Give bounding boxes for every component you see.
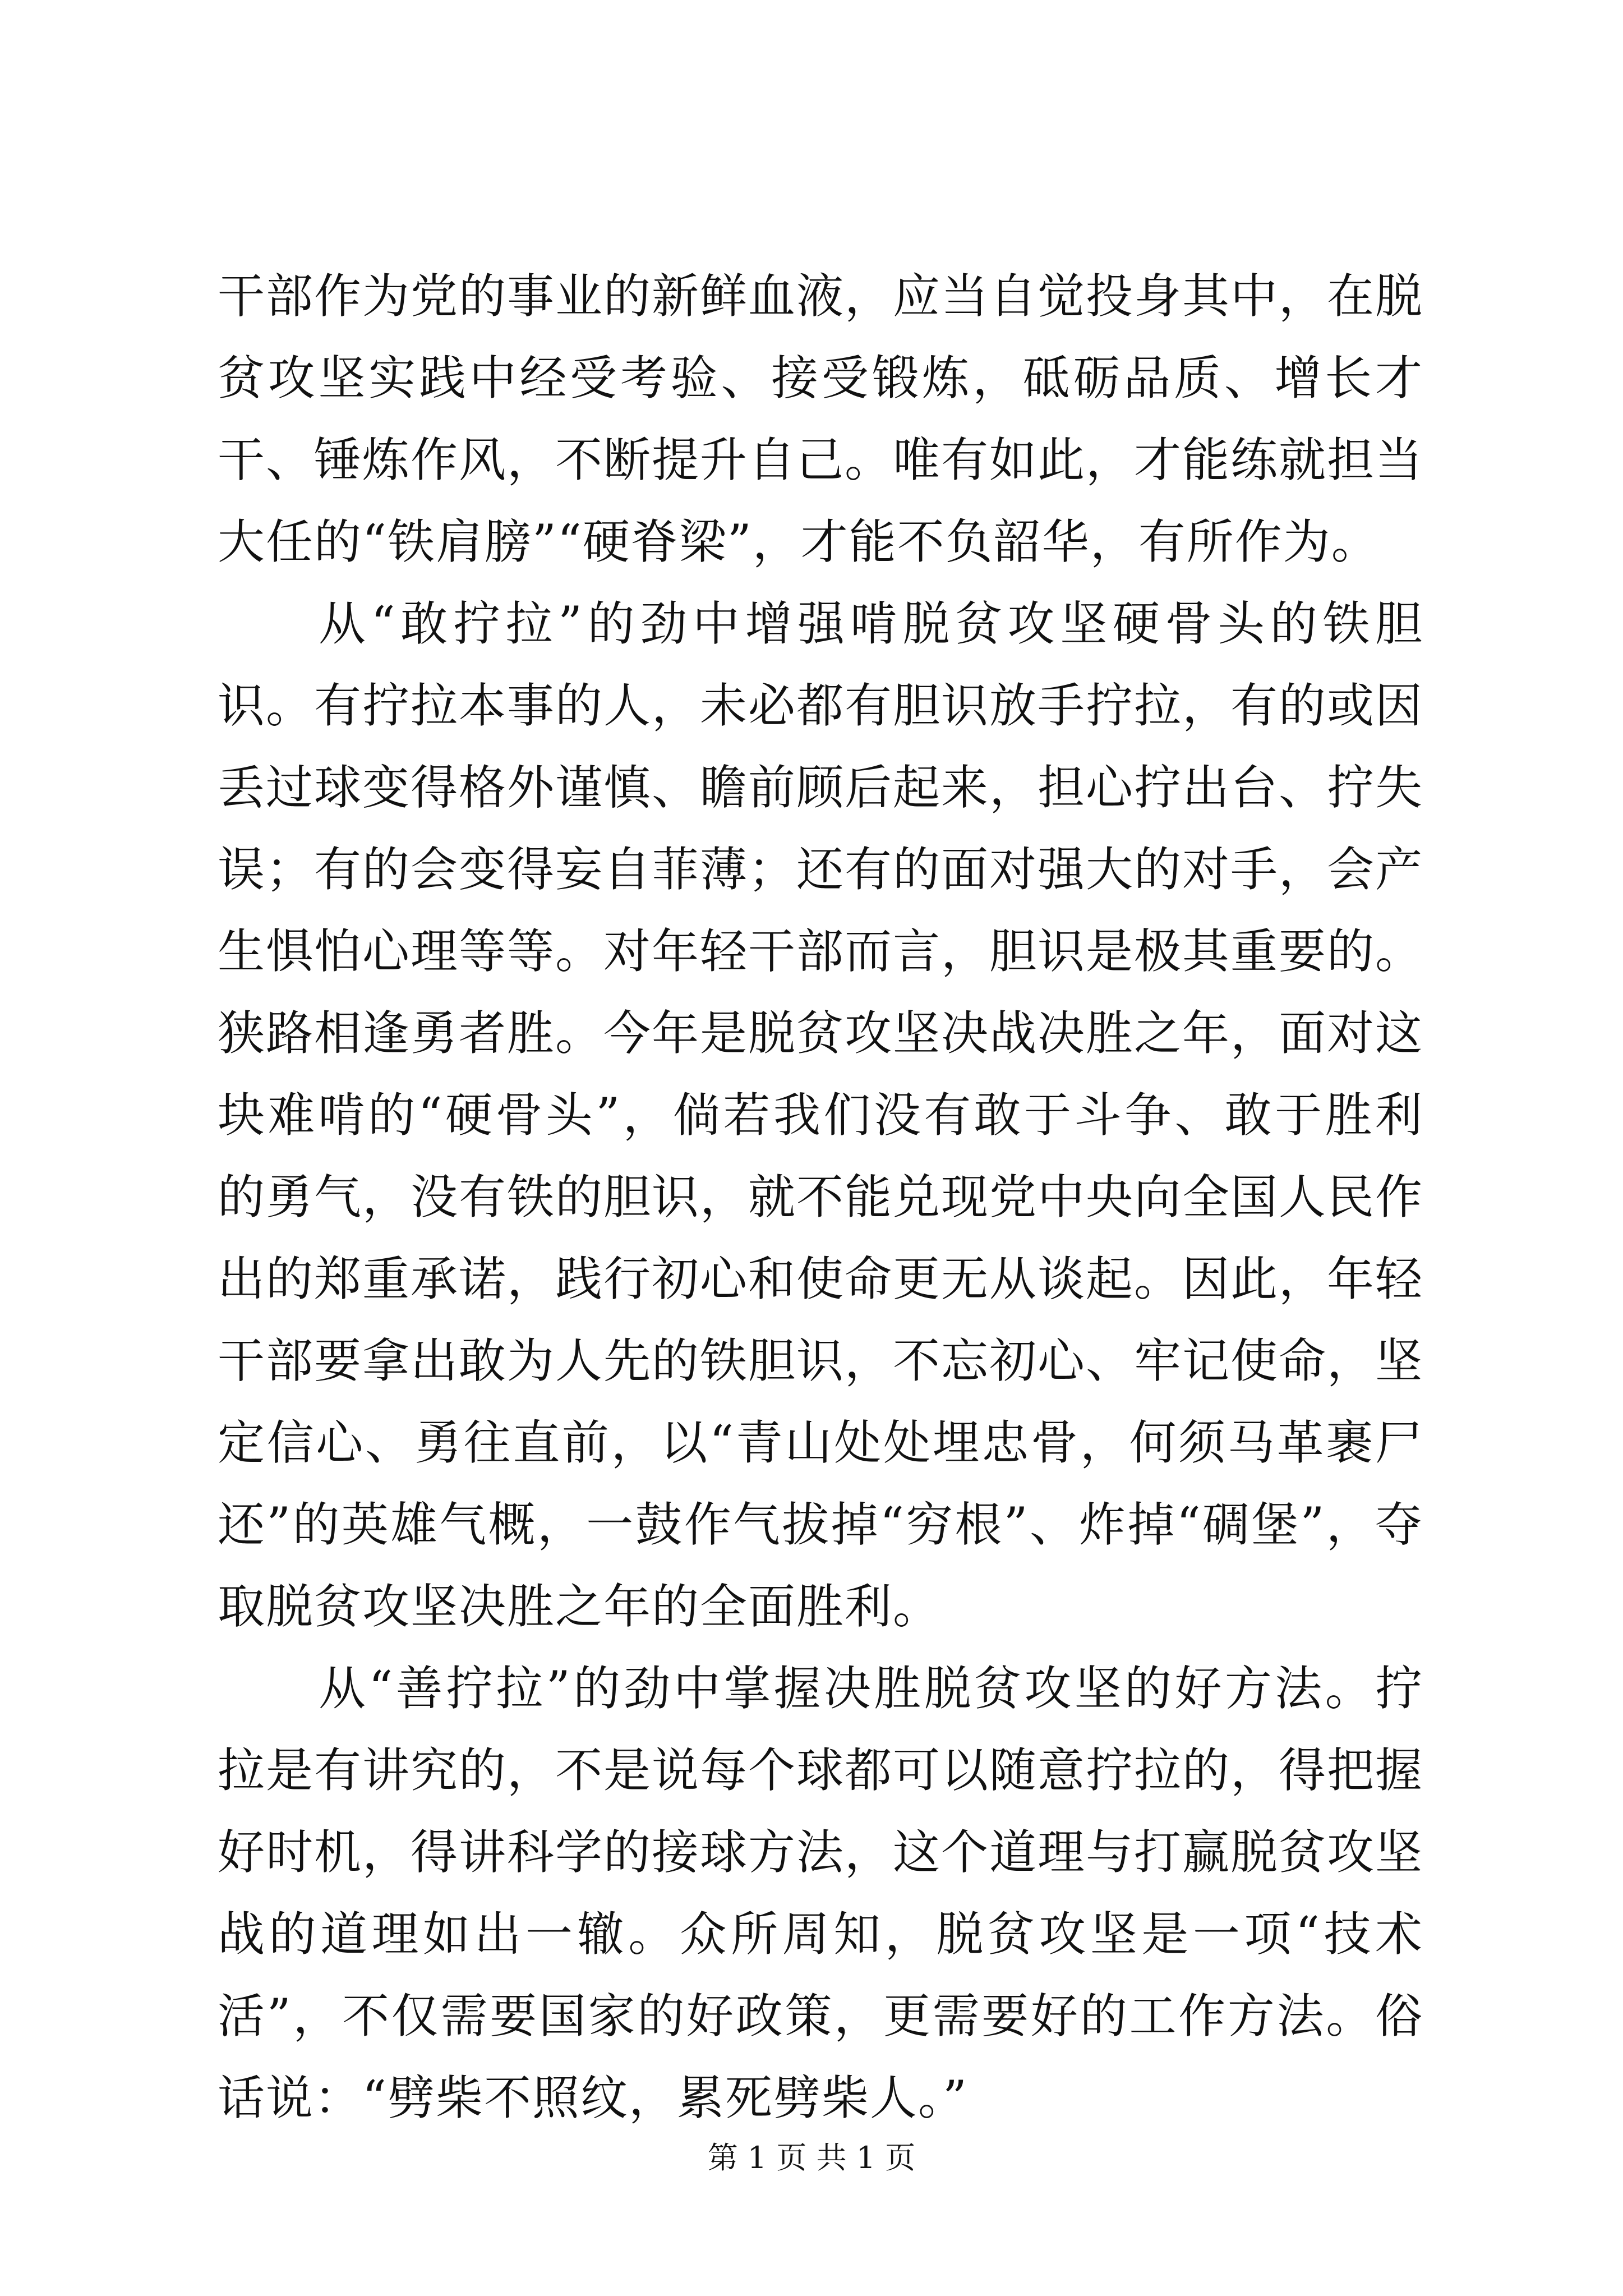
paragraph-2: 从“敢拧拉”的劲中增强啃脱贫攻坚硬骨头的铁胆识。有拧拉本事的人，未必都有胆识放手拧拉，有的或因丢过球变得格外谨慎、瞻前顾后起来，担心拧出台、拧失误；有的会变得妄自菲薄；还有的面对强大的对手，会产生惧怕心理等等。对年轻干部而言，胆识是极其重要的。狭路相逢勇者胜。今年是脱贫攻坚决战决胜之年，面对这块难啃的“硬骨头”，倘若我们没有敢于斗争、敢于胜利的勇气，没有铁的胆识，就不能兑现党中央向全国人民作出的郑重承诺，践行初心和使命更无从谈起。因此，年轻干部要拿出敢为人先的铁胆识，不忘初心、牢记使命，坚定信心、勇往直前，以“青山处处埋忠骨，何须马革裹尸还”的英雄气概，一鼓作气拔掉“穷根”、炸掉“碉堡”，夺取脱贫攻坚决胜之年的全面胜利。 [218,596,1424,1634]
paragraph-3: 从“善拧拉”的劲中掌握决胜脱贫攻坚的好方法。拧拉是有讲究的，不是说每个球都可以随意拧拉的，得把握好时机，得讲科学的接球方法，这个道理与打赢脱贫攻坚战的道理如出一辙。众所周知，脱贫攻坚是一项“技术活”，不仅需要国家的好政策，更需要好的工作方法。俗话说：“劈柴不照纹，累死劈柴人。” [218,1661,1424,2125]
page-footer: 第 1 页 共 1 页 [707,2140,916,2175]
document-body [218,255,1423,2139]
paragraph-1: 干部作为党的事业的新鲜血液，应当自觉投身其中，在脱贫攻坚实践中经受考验、接受锻炼，砥砺品质、增长才干、锤炼作风，不断提升自己。唯有如此，才能练就担当大任的“铁肩膀”“硬脊梁”，才能不负韶华，有所作为。 [218,269,1424,569]
